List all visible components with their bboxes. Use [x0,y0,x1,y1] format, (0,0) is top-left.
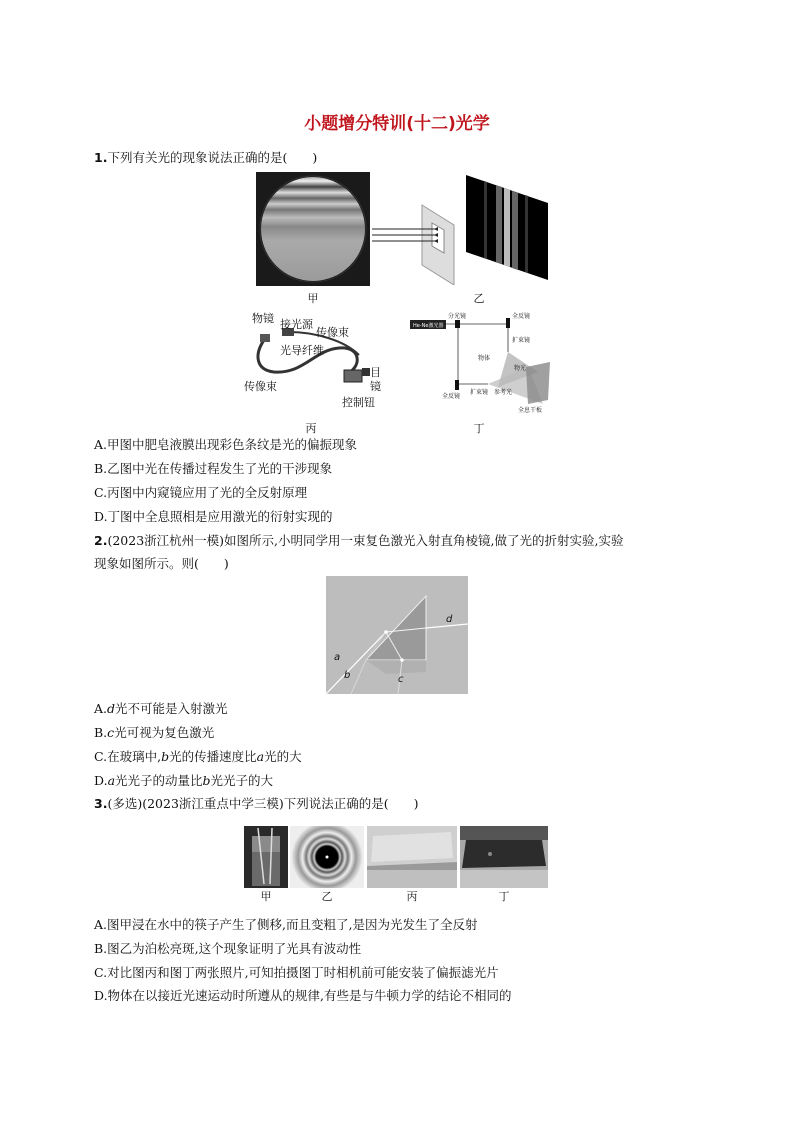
ding-label-fenguang: 分光镜 [448,313,467,320]
q3-photo-bing [367,826,457,888]
ding-label-wuguang: 物光 [514,365,527,372]
q2-prism-figure [326,576,468,694]
q1-figure-ding [408,312,554,418]
ding-label-kuoshu2: 扩束镜 [470,389,489,396]
ray-label-a: a [334,652,341,663]
ding-label-cankao: 参考光 [494,389,513,396]
q1-caption-jia: 甲 [307,292,319,305]
q3-stem-text: (多选)(2023浙江重点中学三模)下列说法正确的是( ) [107,796,419,811]
ding-label-kuoshu1: 扩束镜 [512,337,531,344]
q1-option-b: B.乙图中光在传播过程发生了光的干涉现象 [94,461,333,476]
q3-caption-ding: 丁 [498,890,510,903]
q3-photo-ding [460,826,548,888]
q3-photo-yi-poisson-spot [290,826,364,888]
q2-stem-line1 [94,533,623,549]
q1-caption-bing: 丙 [305,422,317,435]
bing-label-guangdao: 光导纤维 [280,344,324,357]
ray-label-d: d [446,614,453,625]
q3-option-b: B.图乙为泊松亮斑,这个现象证明了光具有波动性 [94,941,362,956]
q1-option-d: D.丁图中全息照相是应用激光的衍射实现的 [94,509,333,524]
ray-label-b: b [344,670,351,681]
ding-label-ganban: 全息干板 [518,407,543,414]
ding-label-quanfan1: 全反镜 [512,313,531,320]
q3-option-d: D.物体在以接近光速运动时所遵从的规律,有些是与牛顿力学的结论不相同的 [94,988,512,1003]
bing-label-wujing: 物镜 [252,312,274,325]
q3-option-a: A.图甲浸在水中的筷子产生了侧移,而且变粗了,是因为光发生了全反射 [94,917,478,932]
q1-figure-yi [372,175,552,285]
q3-stem [94,796,419,812]
ding-label-quanfan2: 全反镜 [442,393,461,400]
q2-option-a: A.d光不可能是入射激光 [94,701,228,716]
q1-caption-yi: 乙 [473,292,485,305]
q1-number: 1. [94,150,108,165]
ding-label-laser: He-Ne激光器 [413,323,444,329]
q1-option-a: A.甲图中肥皂液膜出现彩色条纹是光的偏振现象 [94,437,358,452]
q1-stem-text: 下列有关光的现象说法正确的是( ) [107,150,318,165]
q3-option-c: C.对比图丙和图丁两张照片,可知拍摄图丁时相机前可能安装了偏振滤光片 [94,965,499,980]
bing-label-jing: 镜 [370,380,381,393]
q1-stem [94,150,317,166]
ray-label-c: c [398,674,404,685]
q2-stem-text: (2023浙江杭州一模)如图所示,小明同学用一束复色激光入射直角棱镜,做了光的折射实验,实验 [107,533,624,548]
q2-number: 2. [94,533,108,548]
q2-option-d: D.a光光子的动量比b光光子的大 [94,773,274,788]
q1-caption-ding: 丁 [473,422,485,435]
bing-label-jieguangyuan: 接光源 [280,318,313,331]
q3-number: 3. [94,796,108,811]
q1-figure-jia [256,172,370,286]
page-title: 小题增分特训(十二)光学 [304,114,490,134]
q3-caption-bing: 丙 [406,890,418,903]
q1-figure-bing [244,310,394,418]
q2-option-b: B.c光可视为复色激光 [94,725,215,740]
ding-label-wuti: 物体 [478,355,491,362]
bing-label-chuanxiangshu-top: 传像束 [316,326,349,339]
bing-label-mu: 目 [370,366,381,379]
q3-photo-jia [244,826,288,888]
q3-caption-jia: 甲 [260,890,272,903]
bing-label-kongzhi: 控制钮 [342,396,375,409]
q1-option-c: C.丙图中内窥镜应用了光的全反射原理 [94,485,308,500]
q2-stem-line2: 现象如图所示。则( ) [94,556,229,571]
q3-caption-yi: 乙 [321,890,333,903]
bing-label-chuanxiangshu-bottom: 传像束 [244,380,277,393]
q2-option-c: C.在玻璃中,b光的传播速度比a光的大 [94,749,302,764]
